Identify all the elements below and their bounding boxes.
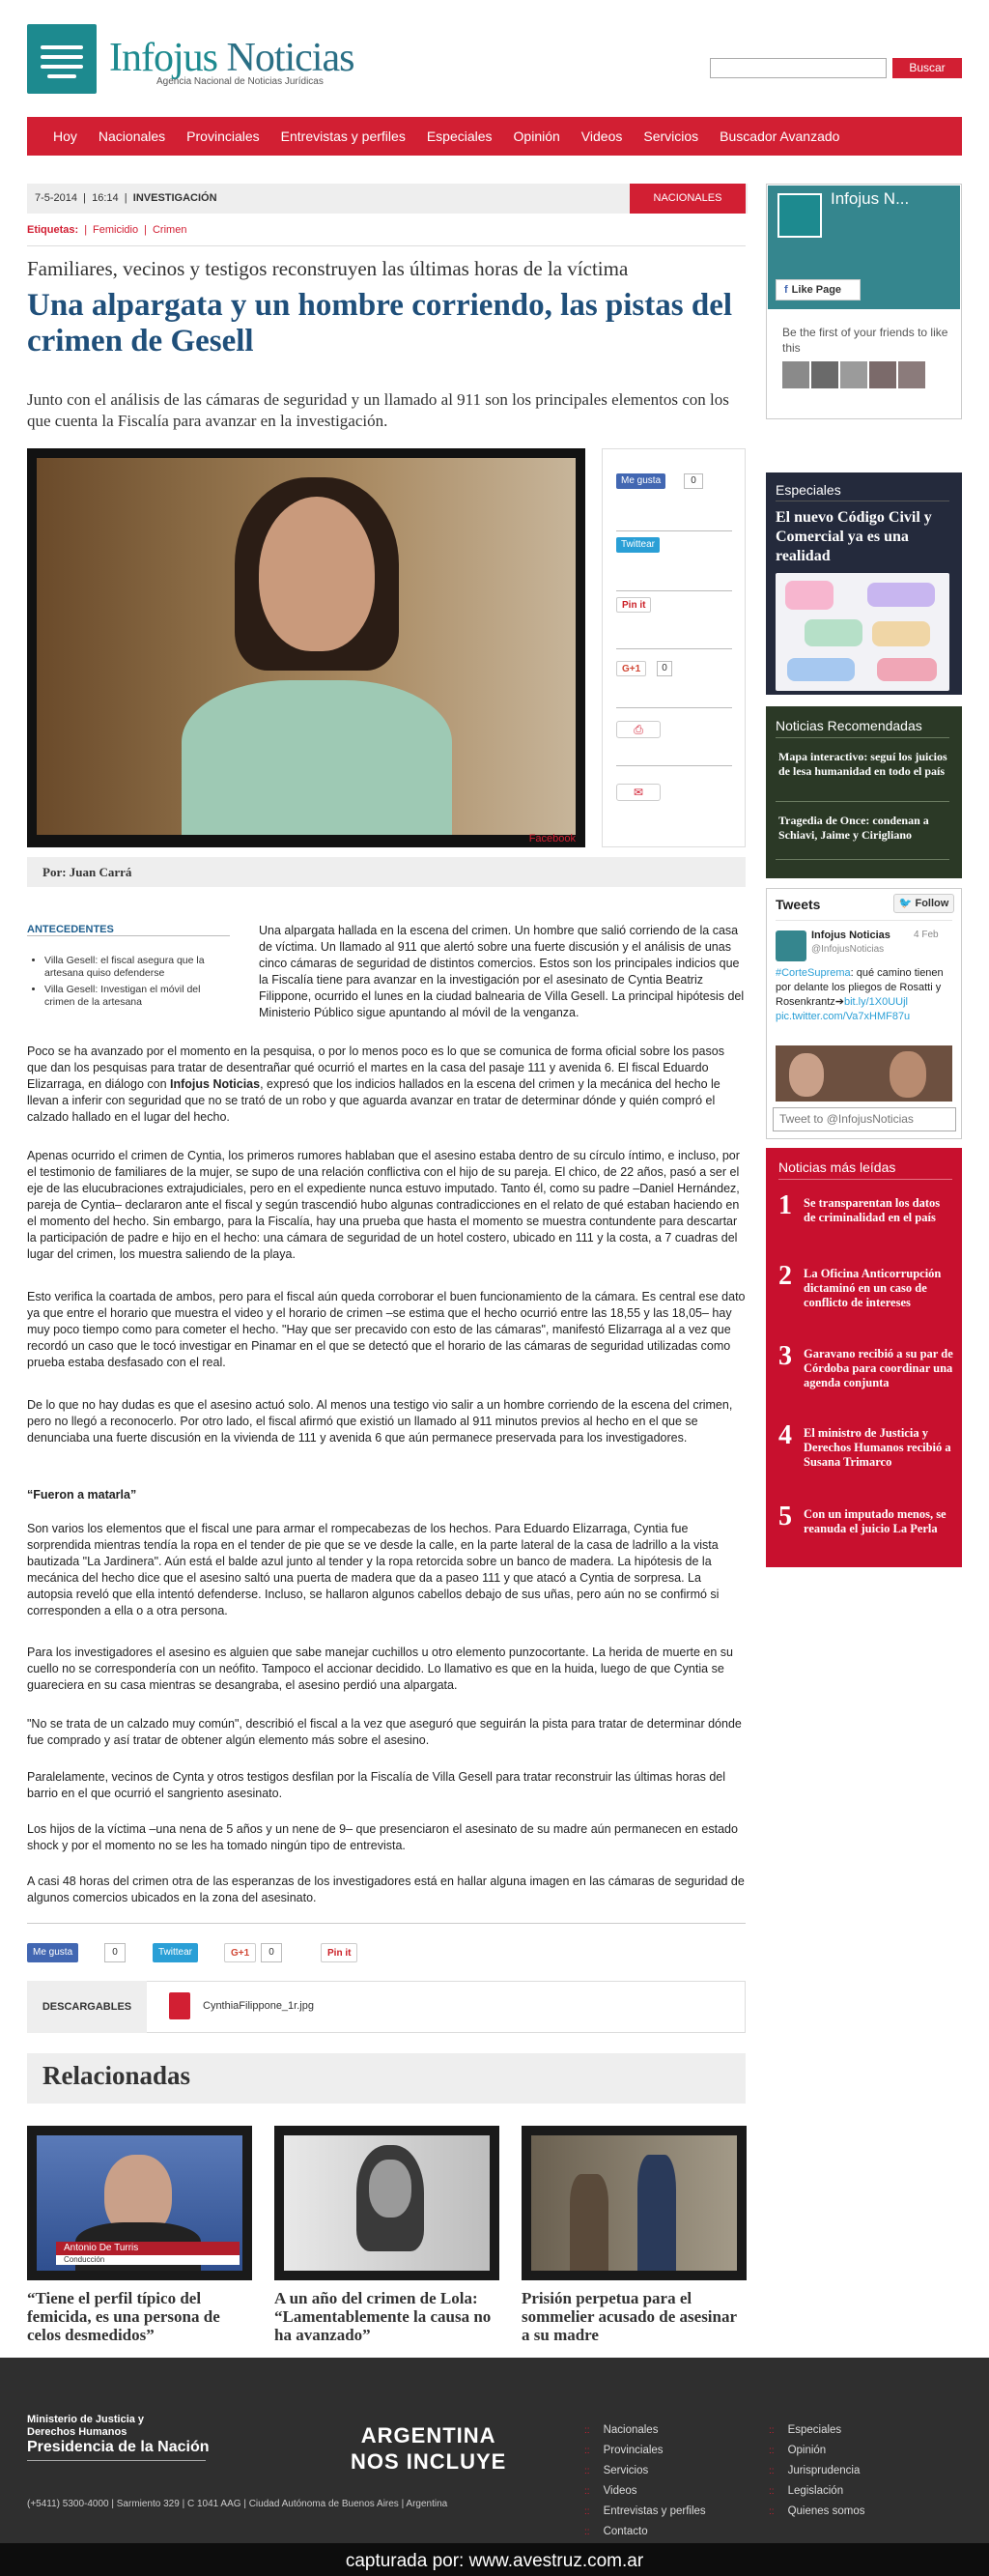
rank-number: 1 (778, 1190, 792, 1220)
pinit-button[interactable]: Pin it (616, 597, 651, 613)
fb-like-button-bottom[interactable]: Me gusta (27, 1943, 78, 1962)
twitter-button[interactable]: Twittear (616, 537, 660, 553)
presidencia-logo-text[interactable]: Presidencia de la Nación (27, 2439, 210, 2455)
mas-leida-link[interactable]: El ministro de Justicia y Derechos Humanos recibió a Susana Trimarco (804, 1426, 951, 1469)
related-image[interactable] (274, 2126, 499, 2280)
recomendada-link[interactable]: Tragedia de Once: condenan a Schiavi, Jaime y Cirigliano (778, 814, 929, 842)
footer-link[interactable]: :: Contacto (584, 2522, 706, 2542)
article-paragraph: Para los investigadores el asesino es alguien que sabe manejar cuchillos u otro elemento punzocortante. La herida de muerte en su cuello no se correspondería con un neófito. Tampoco el accionar decidido. Lo llamativo es que en la huida, luego de que Cyntia se guareciera en su casa mientras se desangraba, el asesino perdió una alpargata. (27, 1646, 734, 1692)
article-paragraph: Paralelamente, vecinos de Cynta y otros testigos desfilan por la Fiscalía de Villa Gesell para tratar reconstruir las últimas horas del barrio en el que ocurrió el sangriento asesinato. (27, 1770, 726, 1800)
facebook-page-name[interactable]: Infojus N... (831, 189, 910, 208)
tv-name: Antonio De Turris (56, 2242, 240, 2255)
gplus-count: 0 (657, 661, 672, 676)
nav-item-entrevistas[interactable]: Entrevistas y perfiles (280, 129, 406, 144)
nav-item-opinion[interactable]: Opinión (513, 129, 560, 144)
capture-credit: capturada por: www.avestruz.com.ar (345, 2551, 644, 2571)
tag-femicidio[interactable]: Femicidio (93, 224, 139, 236)
fb-like-count-bottom: 0 (104, 1943, 126, 1962)
footer-link[interactable]: :: Especiales (769, 2420, 864, 2441)
tweet-photo[interactable] (776, 1045, 952, 1102)
article-paragraph: Apenas ocurrido el crimen de Cyntia, los primeros rumores hablaban que el asesino estaba dentro de su círculo íntimo, e incluso, por el testimonio de familiares de la mujer, se supo de una relación conflictiva con el hijo de su pareja. El chico, de 22 años, pasó a ser el eje de las elucubraciones extrajudiciales, pero en el expediente nunca estuvo imputado. Tanto él, como su padre –Daniel Hernández, pareja de Cyntia– declararon ante el fiscal y según trascendió hubo algunas contradicciones en el relato de qué estaban haciendo en el momento del hecho. Sin embargo, para la Fiscalía, hay una prueba que hasta el momento se muestra contundente para descartar la participación de padre e hijo en el hecho: una cámara de seguridad de un hotel costero, ubicado en 111 y la costa, a 7 cuadras del lugar del crimen, los muestra saliendo de la playa. (27, 1149, 740, 1261)
article-paragraph: A casi 48 horas del crimen otra de las esperanzas de los investigadores está en hallar alguna imagen en las cámaras de seguridad de algunos comercios ubicados en la zona del asesinato. (27, 1875, 745, 1904)
tweet-text: #CorteSuprema: qué camino tienen por delante los pliegos de Rosatti y Rosenkrantz➔bit.ly/1X0UUjl pic.twitter.com/Va7xHMF87u (776, 967, 944, 1022)
meta-category[interactable]: INVESTIGACIÓN (132, 192, 217, 204)
related-caption[interactable]: Prisión perpetua para el sommelier acusado de asesinar a su madre (522, 2289, 737, 2344)
friend-avatar[interactable] (869, 361, 896, 388)
especiales-image[interactable] (776, 573, 949, 691)
article-kicker: Familiares, vecinos y testigos reconstruyen las últimas horas de la víctima (27, 257, 629, 280)
related-title: Relacionadas (42, 2061, 191, 2090)
email-icon[interactable]: ✉ (616, 784, 661, 801)
gplus-button[interactable]: G+1 (616, 661, 646, 676)
footer-link[interactable]: :: Quienes somos (769, 2502, 864, 2522)
brand-title[interactable]: Infojus Noticias (109, 36, 354, 80)
rank-number: 5 (778, 1502, 792, 1531)
main-nav (27, 117, 962, 156)
nav-item-nacionales[interactable]: Nacionales (98, 129, 166, 144)
twitter-icon: 🐦 (898, 898, 913, 909)
footer-address: (+5411) 5300-4000 | Sarmiento 329 | C 1041 AAG | Ciudad Autónoma de Buenos Aires | Argentina (27, 2499, 448, 2509)
article-paragraph: Son varios los elementos que el fiscal une para armar el rompecabezas de los hechos. Para Eduardo Elizarraga, Cyntia fue sorprendida mientras tendía la ropa en el tender de pie que se ve desde la calle, en la parte lateral de la casa de ladrillo a la vista bautizada "La Jardinera". Aún está el balde azul junto al tender y la ropa retorcida sobre un banco de madera. La hipótesis de la mecánica del hecho dice que el asesino saltó una puerta de madera que da a paseo 111 y que atacó a Cyntia de sorpresa. La autopsia reveló que ella intentó defenderse. Incluso, se hallaron algunos cabellos debajo de sus uñas, pero aún no se confirmó si corresponden a ella o a otra persona. (27, 1522, 720, 1617)
especiales-label[interactable]: Especiales (776, 482, 841, 498)
friend-avatar[interactable] (782, 361, 809, 388)
photo-credit: Facebook (528, 833, 576, 844)
tweet-avatar[interactable] (776, 930, 806, 961)
article-paragraph: "No se trata de un calzado muy común", describió el fiscal a la vez que aseguró que seguirán la pista para tratar de determinar dónde fue comprado y así tratar de obtener algún elemento más sobre el asesino. (27, 1717, 742, 1747)
rank-number: 4 (778, 1420, 792, 1450)
article-paragraph: De lo que no hay dudas es que el asesino actuó solo. Al menos una testigo vio salir a un hombre corriendo de la escena del crimen, pero no llegó a reconocerlo. Por otro lado, el fiscal afirmó que existió un llamado al 911 minutos previos al hecho en el que se denunciaba una fuerte discusión en la vivienda de 111 y avenida 6 que aún permanece preservada para los investigadores. (27, 1398, 733, 1445)
file-icon[interactable] (169, 1992, 190, 2019)
article-paragraph: Poco se ha avanzado por el momento en la pesquisa, o por lo menos poco es lo que se comunica de forma oficial sobre los pasos que dan los pesquisas para tratar de desentrañar qué ocurrió el martes en la casa del pasaje 111 y avenida 6. El fiscal Eduardo Elizarraga, en diálogo con Infojus Noticias, expresó que los indicios hallados en la escena del crimen y la mecánica del hecho le llevan a inferir con seguridad que no se trató de un robo y que aguarda avanzar en tratar de determinar dónde y quién compró el calzado hallado en el lugar del hecho. (27, 1045, 724, 1124)
tweet-date[interactable]: 4 Feb (914, 930, 939, 940)
article-photo[interactable] (27, 448, 585, 847)
nav-item-especiales[interactable]: Especiales (426, 129, 493, 144)
facebook-friends-text: Be the first of your friends to like this (782, 326, 948, 355)
share-column (602, 448, 746, 847)
footer-link[interactable]: :: Provinciales (584, 2441, 706, 2461)
mas-leida-link[interactable]: Se transparentan los datos de criminalidad en el país (804, 1196, 941, 1224)
author-bar (27, 857, 746, 887)
fb-like-button[interactable]: Me gusta (616, 473, 665, 489)
search-button[interactable]: Buscar (892, 58, 962, 78)
print-icon[interactable]: ⎙ (616, 721, 661, 738)
brand-subtitle: Agencia Nacional de Noticias Jurídicas (156, 76, 324, 87)
twitter-button-bottom[interactable]: Twittear (153, 1943, 198, 1962)
friend-avatar[interactable] (840, 361, 867, 388)
footer-link[interactable]: :: Entrevistas y perfiles (584, 2502, 706, 2522)
footer-links-col2 (769, 2420, 864, 2522)
article-subheading: “Fueron a matarla” (27, 1488, 137, 1502)
especiales-title[interactable]: El nuevo Código Civil y Comercial ya es una realidad (776, 509, 932, 564)
article-headline: Una alpargata y un hombre corriendo, las pistas del crimen de Gesell (27, 288, 733, 358)
nav-item-hoy[interactable]: Hoy (53, 129, 77, 144)
antecedentes-list (37, 955, 230, 1013)
mas-leidas-label: Noticias más leídas (778, 1159, 896, 1175)
footer-link[interactable]: :: Nacionales (584, 2420, 706, 2441)
article-paragraph: Esto verifica la coartada de ambos, pero para el fiscal aún queda corroborar el buen funcionamiento de la cámara. Es central ese dato ya que entre el horario que muestra el video y el horario de crimen –se estima que el hecho ocurrió entre las 18,55 y las 18,05– hay muy poco tiempo como para cometer el hecho. "Hay que ser precavido con esto de las cámaras", manifestó Elizarraga al a vez que recordó un caso que le tocó investigar en Pinamar en el que se detectó que el horario de las cámaras de seguridad utilizadas como prueba estaba desfasado con el real. (27, 1290, 746, 1369)
related-image[interactable] (27, 2126, 252, 2280)
antecedente-link[interactable]: • Villa Gesell: Investigan el móvil del crimen de la artesana (44, 984, 230, 1009)
article-paragraph: Una alpargata hallada en la escena del crimen. Un hombre que salió corriendo de la casa de víctima. Un llamado al 911 que alertó sobre una fuerte discusión y el análisis de unas cinco cámaras de seguridad de distintos comercios. Estos son los principales indicios que la Fiscalía tiene para avanzar en la investigación por el asesinato de Cyntia Beatriz Filippone, ocurrido el lunes en la ciudad balnearia de Villa Gesell. La principal hipótesis del Ministerio Público sigue apuntando al móvil de la venganza. (259, 924, 745, 1019)
section-badge[interactable]: NACIONALES (630, 184, 746, 214)
tag-crimen[interactable]: Crimen (152, 224, 187, 236)
article-author: Por: Juan Carrá (42, 865, 132, 879)
gplus-count-bottom: 0 (261, 1943, 282, 1962)
rank-number: 3 (778, 1341, 792, 1371)
footer-link[interactable]: :: Opinión (769, 2441, 864, 2461)
footer-link[interactable]: :: Legislación (769, 2481, 864, 2502)
site-logo[interactable] (27, 24, 97, 94)
mas-leida-link[interactable]: La Oficina Anticorrupción dictaminó en un caso de conflicto de intereses (804, 1267, 942, 1309)
ministerio-logo-text[interactable]: Ministerio de Justicia y Derechos Humanos (27, 2414, 145, 2438)
tv-role: Conducción (56, 2255, 240, 2265)
nav-item-videos[interactable]: Videos (580, 129, 623, 144)
facebook-icon: f (784, 284, 788, 296)
search-input[interactable] (710, 58, 887, 78)
tweet-to-input[interactable]: Tweet to @InfojusNoticias (773, 1107, 956, 1131)
article-lead: Junto con el análisis de las cámaras de seguridad y un llamado al 911 son los principales elementos con los que cuenta la Fiscalía para avanzar en la investigación. (27, 390, 729, 430)
rank-number: 2 (778, 1261, 792, 1291)
gplus-button-bottom[interactable]: G+1 (224, 1943, 256, 1962)
article-paragraph: Los hijos de la víctima –una nena de 5 años y un nene de 9– que presenciaron el asesinato de su madre aún permanecen en estado shock y por el momento no se les ha tomado ningún tipo de entrevista. (27, 1822, 738, 1852)
tweet-user[interactable]: Infojus Noticias (811, 930, 890, 941)
facebook-like-page-button[interactable]: f Like Page (776, 279, 861, 301)
argentina-logo: ARGENTINA NOS INCLUYE (351, 2423, 507, 2474)
meta-date: 7-5-2014 | 16:14 | INVESTIGACIÓN (35, 192, 217, 204)
footer-link[interactable]: :: Videos (584, 2481, 706, 2502)
tags: Etiquetas: | Femicidio | Crimen (27, 224, 187, 236)
antecedentes-title: ANTECEDENTES (27, 924, 114, 935)
fb-like-count: 0 (684, 473, 703, 489)
antecedente-link[interactable]: • Villa Gesell: el fiscal asegura que la artesana quiso defenderse (44, 955, 230, 980)
friend-avatar[interactable] (898, 361, 925, 388)
footer-link[interactable]: :: Servicios (584, 2461, 706, 2481)
tweets-title: Tweets (776, 897, 821, 912)
nav-item-servicios[interactable]: Servicios (643, 129, 699, 144)
friend-avatar[interactable] (811, 361, 838, 388)
footer-link[interactable]: :: Jurisprudencia (769, 2461, 864, 2481)
pinit-button-bottom[interactable]: Pin it (321, 1943, 357, 1962)
tweet-handle[interactable]: @InfojusNoticias (811, 944, 885, 955)
recomendadas-label: Noticias Recomendadas (776, 718, 922, 733)
recomendada-link[interactable]: Mapa interactivo: seguí los juicios de lesa humanidad en todo el país (778, 750, 947, 778)
mas-leida-link[interactable]: Garavano recibió a su par de Córdoba para coordinar una agenda conjunta (804, 1347, 953, 1389)
mas-leida-link[interactable]: Con un imputado menos, se reanuda el juicio La Perla (804, 1507, 947, 1535)
download-file-link[interactable]: CynthiaFilippone_1r.jpg (203, 2000, 314, 2012)
related-image[interactable] (522, 2126, 747, 2280)
twitter-follow-button[interactable]: 🐦 Follow (893, 894, 954, 913)
related-caption[interactable]: A un año del crimen de Lola: “Lamentablemente la causa no ha avanzado” (274, 2289, 492, 2344)
nav-item-provinciales[interactable]: Provinciales (186, 129, 260, 144)
footer-links-col1 (584, 2420, 706, 2542)
related-caption[interactable]: “Tiene el perfil típico del femicida, es una persona de celos desmedidos” (27, 2289, 220, 2344)
downloads-label: DESCARGABLES (27, 1981, 147, 2033)
nav-item-buscador[interactable]: Buscador Avanzado (720, 129, 840, 144)
